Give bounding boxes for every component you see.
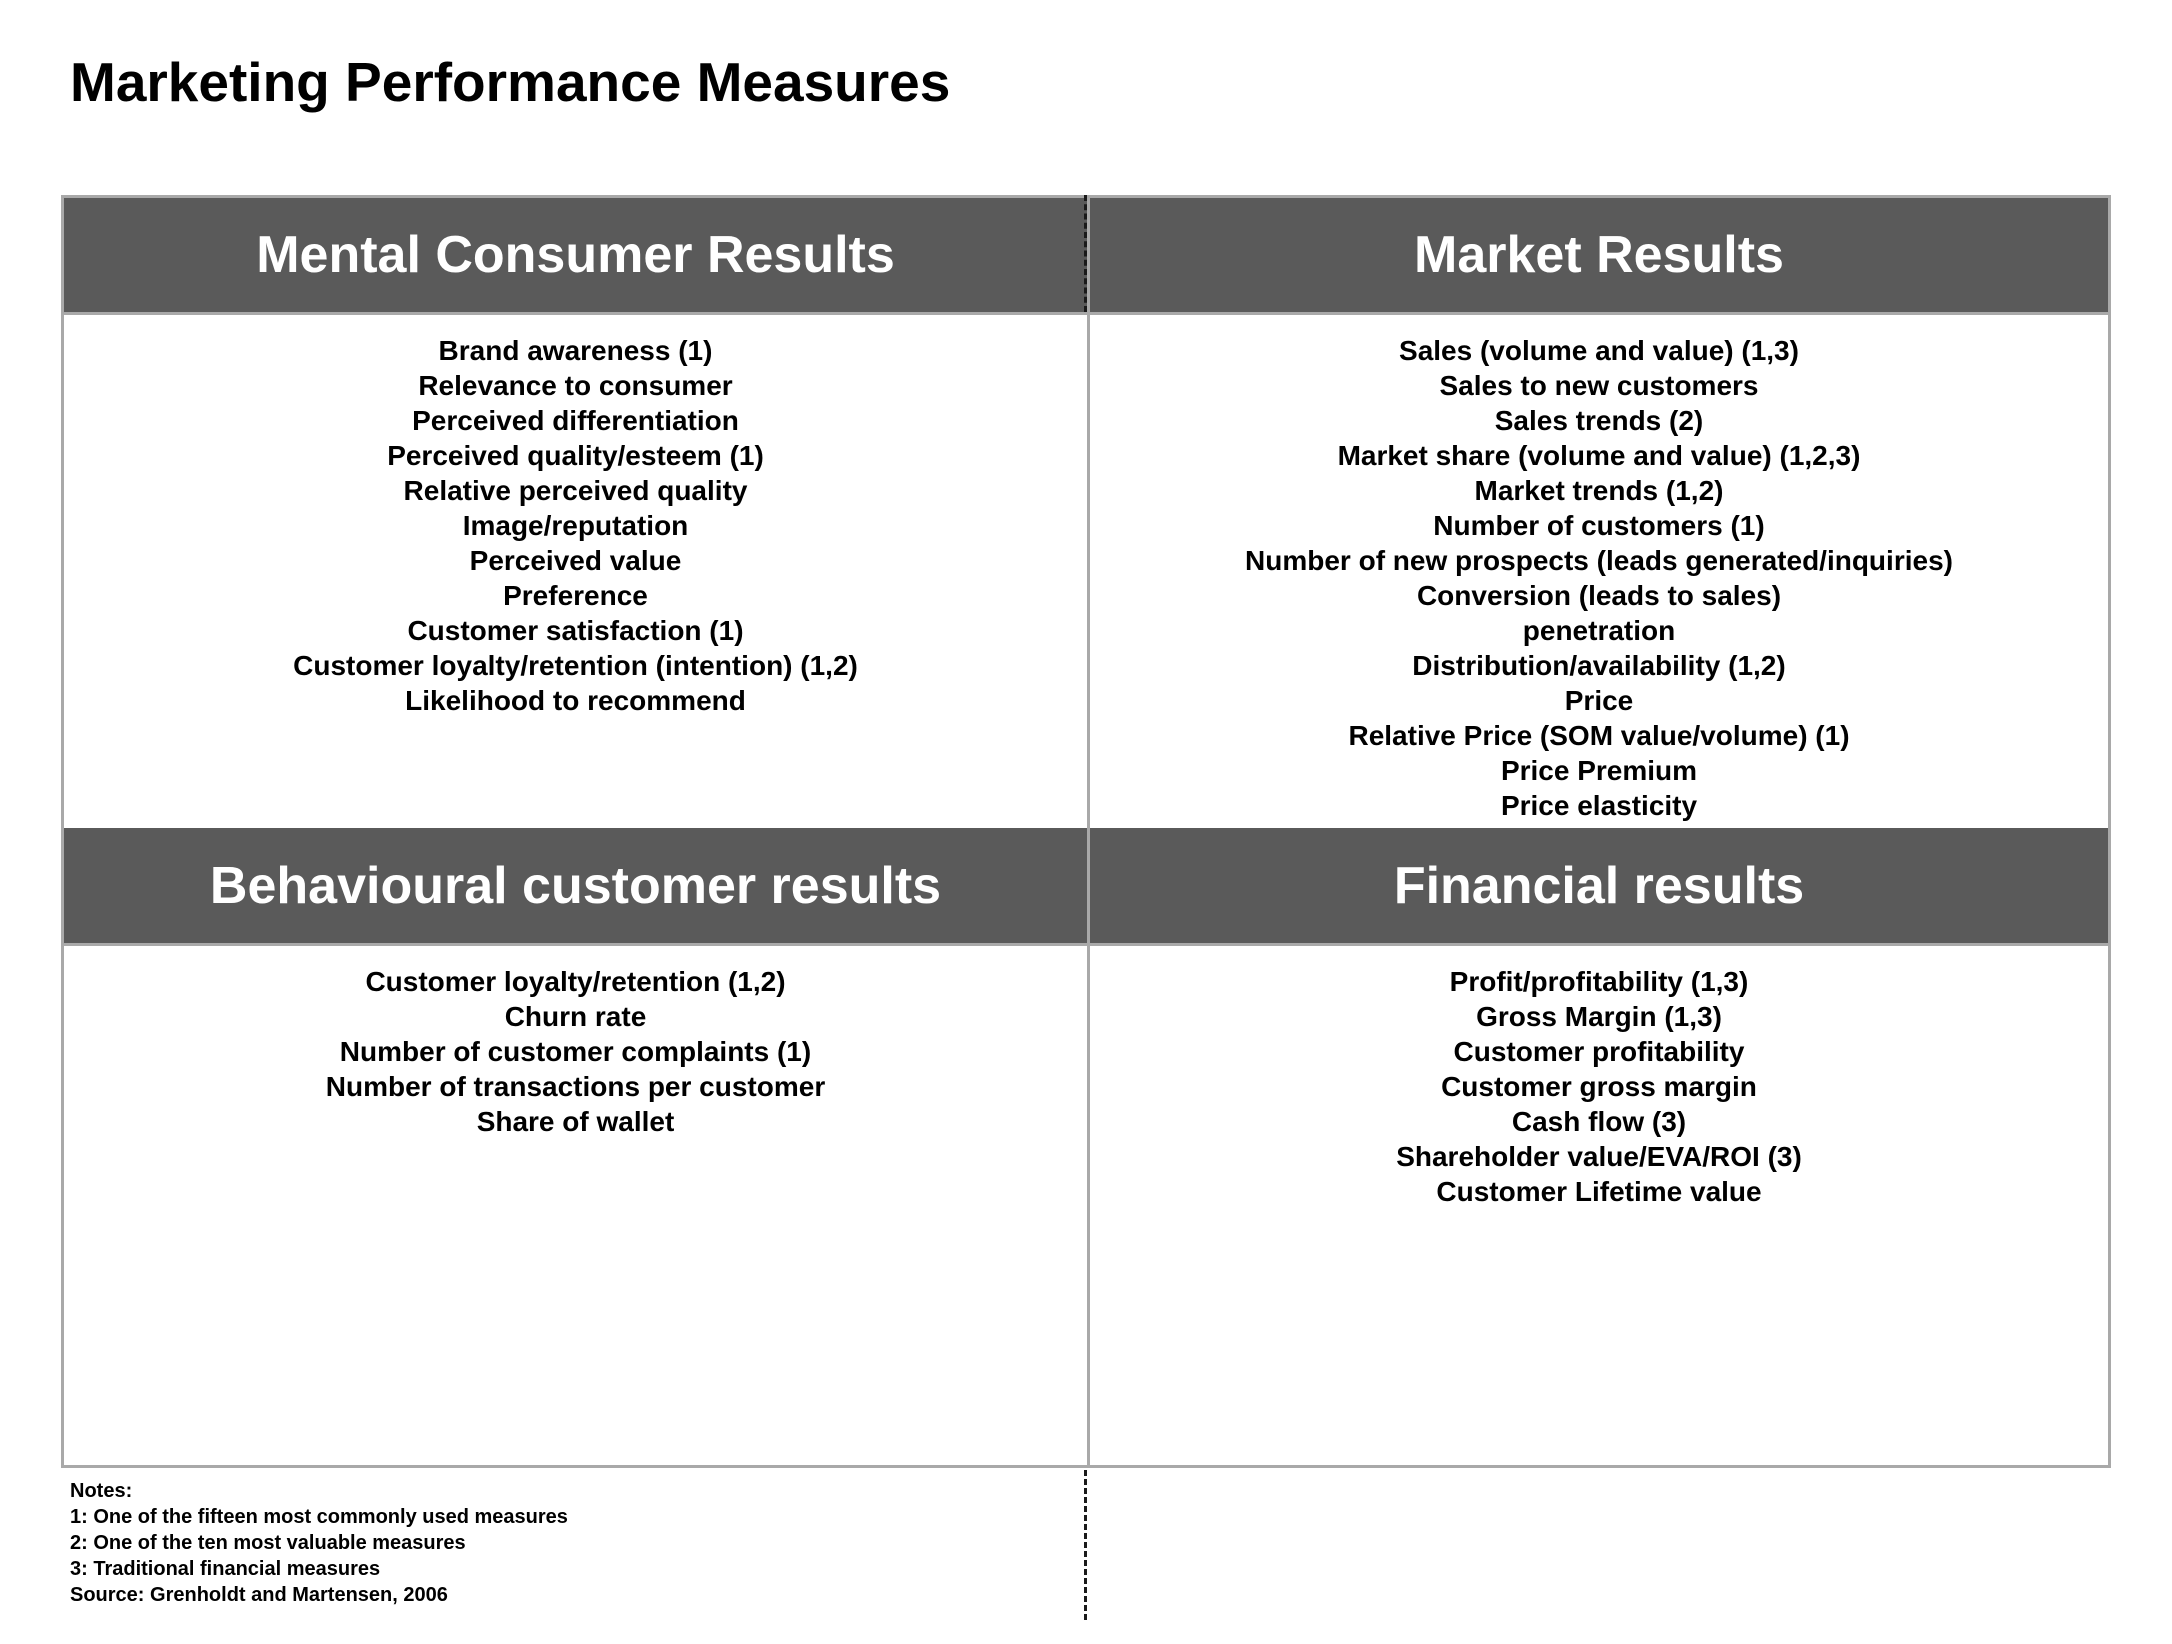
measure-item: Likelihood to recommend [405,685,746,716]
measure-item: Number of customers (1) [1433,510,1765,541]
measure-item: Share of wallet [476,1106,675,1137]
measure-item: Cash flow (3) [1511,1106,1687,1137]
measure-item: Distribution/availability (1,2) [1412,650,1786,681]
measure-item: Customer loyalty/retention (intention) (1,2) [293,650,858,681]
quadrant-market-results [1087,198,2108,828]
measure-item: Image/reputation [462,510,689,541]
measure-item: Sales (volume and value) (1,3) [1399,335,1799,366]
measure-item: Number of new prospects (leads generated/inquiries) [1245,545,1953,576]
dashed-divider-top [1084,195,1087,312]
note-line: 3: Traditional financial measures [70,1558,381,1580]
measure-item: Churn rate [504,1001,647,1032]
measure-item: Gross Margin (1,3) [1476,1001,1722,1032]
measure-item: Perceived quality/esteem (1) [387,440,764,471]
quadrant-heading: Behavioural customer results [64,828,1087,946]
dashed-divider-bottom [1084,1470,1087,1620]
note-line: 2: One of the ten most valuable measures [70,1532,466,1554]
page-title: Marketing Performance Measures [70,51,951,113]
measures-grid [61,195,2111,1468]
quadrant-heading: Mental Consumer Results [64,198,1087,315]
measure-item: Customer loyalty/retention (1,2) [365,966,786,997]
measure-list [1090,946,2108,1209]
quadrant-mental-consumer-results [64,198,1087,828]
measure-item: Price [1564,685,1634,716]
measure-item: Sales to new customers [1439,370,1759,401]
measure-item: penetration [1522,615,1676,646]
measure-item: Customer satisfaction (1) [407,615,744,646]
notes-heading: Notes: [70,1480,133,1502]
measure-item: Market trends (1,2) [1474,475,1724,506]
measure-item: Preference [503,580,648,611]
note-line: Source: Grenholdt and Martensen, 2006 [70,1584,448,1606]
measure-list [64,315,1087,718]
measure-item: Shareholder value/EVA/ROI (3) [1396,1141,1802,1172]
measure-item: Profit/profitability (1,3) [1449,966,1749,997]
measure-item: Price Premium [1500,755,1698,786]
note-line: 1: One of the fifteen most commonly used measures [70,1506,568,1528]
measure-item: Customer profitability [1453,1036,1745,1067]
measure-list [1090,315,2108,823]
measure-item: Perceived value [469,545,682,576]
measure-item: Number of transactions per customer [325,1071,826,1102]
measure-item: Customer Lifetime value [1436,1176,1762,1207]
measure-item: Sales trends (2) [1494,405,1704,436]
quadrant-heading: Market Results [1090,198,2108,315]
measure-item: Perceived differentiation [412,405,739,436]
measure-item: Number of customer complaints (1) [339,1036,812,1067]
quadrant-financial-results [1087,828,2108,1465]
measure-item: Brand awareness (1) [438,335,713,366]
measure-item: Relative perceived quality [403,475,748,506]
quadrant-heading: Financial results [1090,828,2108,946]
measure-item: Market share (volume and value) (1,2,3) [1337,440,1861,471]
measure-item: Price elasticity [1500,790,1698,821]
measure-item: Relevance to consumer [418,370,733,401]
notes [70,1478,568,1608]
measure-item: Customer gross margin [1441,1071,1757,1102]
measure-item: Relative Price (SOM value/volume) (1) [1348,720,1850,751]
measure-list [64,946,1087,1139]
quadrant-behavioural-customer-results [64,828,1087,1465]
measure-item: Conversion (leads to sales) [1416,580,1782,611]
